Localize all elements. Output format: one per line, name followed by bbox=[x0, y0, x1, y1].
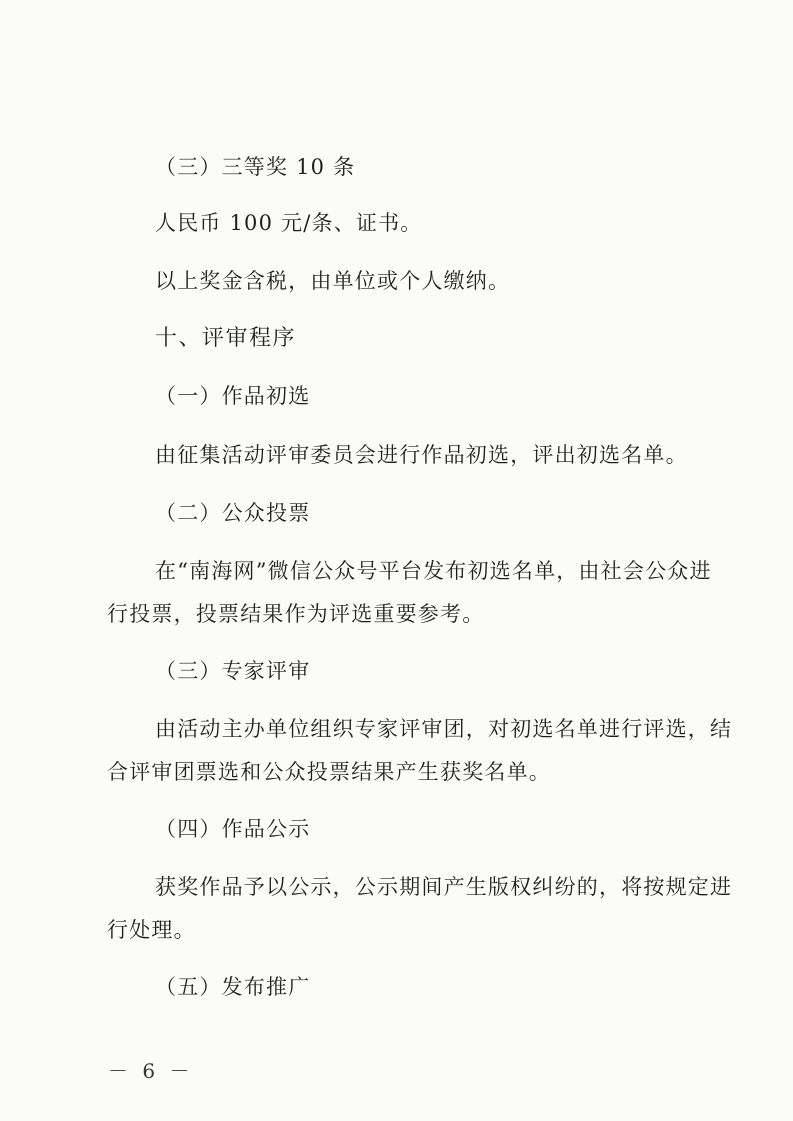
expert-review-text-line-1: 由活动主办单位组织专家评审团，对初选名单进行评选，结 bbox=[155, 717, 733, 741]
tax-note-text: 以上奖金含税，由单位或个人缴纳。 bbox=[155, 269, 511, 293]
public-voting-subheading: （二）公众投票 bbox=[155, 501, 311, 525]
expert-review-text-line-2: 合评审团票选和公众投票结果产生获奖名单。 bbox=[107, 760, 551, 784]
work-publicity-text-line-1: 获奖作品予以公示，公示期间产生版权纠纷的，将按规定进 bbox=[155, 875, 733, 899]
release-promotion-subheading: （五）发布推广 bbox=[155, 975, 311, 999]
work-publicity-text-line-2: 行处理。 bbox=[107, 918, 196, 942]
work-publicity-subheading: （四）作品公示 bbox=[155, 817, 311, 841]
expert-review-subheading: （三）专家评审 bbox=[155, 659, 311, 683]
review-procedure-heading: 十、评审程序 bbox=[155, 326, 297, 351]
initial-selection-subheading: （一）作品初选 bbox=[155, 384, 311, 408]
public-voting-text-line-2: 行投票，投票结果作为评选重要参考。 bbox=[107, 602, 485, 626]
initial-selection-text: 由征集活动评审委员会进行作品初选，评出初选名单。 bbox=[155, 443, 688, 467]
third-prize-reward-text: 人民币 100 元/条、证书。 bbox=[155, 211, 423, 235]
public-voting-text-line-1: 在“南海网”微信公众号平台发布初选名单，由社会公众进 bbox=[155, 559, 712, 583]
page-number: － 6 － bbox=[108, 1059, 194, 1083]
third-prize-subheading: （三）三等奖 10 条 bbox=[155, 155, 356, 179]
